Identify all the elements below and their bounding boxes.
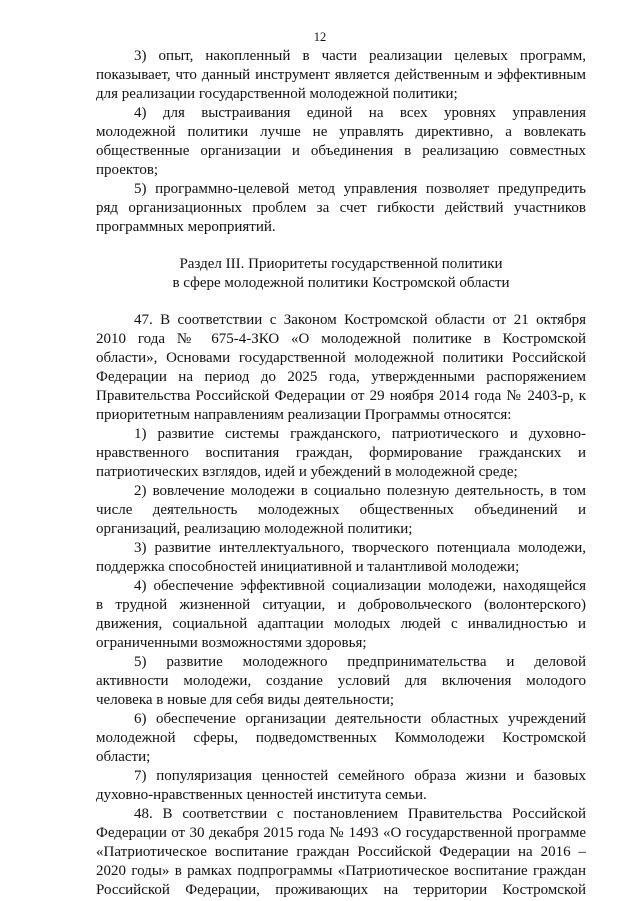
text-line: 3) опыт, накопленный в части реализации целевых программ, [134,48,586,64]
text-line: Правительства Российской Федерации от 29 ноября 2014 года № 2403-р, к [96,388,586,404]
text-line: молодежной политики лучше не управлять директивно, а вовлекать [96,124,586,140]
text-line: 2010 года № 675-4-ЗКО «О молодежной политике в Костромской [96,331,586,347]
text-line: 3) развитие интеллектуального, творческого потенциала молодежи, [134,540,586,556]
text-line: человека в новые для себя виды деятельности; [96,692,395,708]
document-body [96,47,586,900]
spacer [96,293,586,311]
text-line: числе деятельность молодежных общественных объединений и [96,502,586,518]
spacer [96,237,586,255]
text-line: для реализации государственной молодежной политики; [96,86,458,102]
text-line: области; [96,749,151,765]
text-line: 6) обеспечение организации деятельности областных учреждений [134,711,586,727]
text-line: в трудной жизненной ситуации, и добровольческого (волонтерского) [96,597,586,613]
text-line: духовно-нравственных ценностей института семьи. [96,787,427,803]
text-line: нравственного воспитания граждан, формирование гражданских и [96,445,586,461]
text-line: 2) вовлечение молодежи в социально полезную деятельность, в том [134,483,586,499]
paragraphs-after-section [96,311,586,900]
text-line: поддержка способностей инициативной и талантливой молодежи; [96,559,520,575]
text-line: 2020 годы» в рамках подпрограммы «Патриотическое воспитание граждан [96,863,586,879]
text-line: 7) популяризация ценностей семейного образа жизни и базовых [134,768,586,784]
text-line: ряд организационных проблем за счет гибкости действий участников [96,200,586,216]
section-heading [96,255,586,293]
text-line: Федерации от 30 декабря 2015 года № 1493 «О государственной программе [96,825,586,841]
text-line: приоритетным направлениям реализации Программы относятся: [96,407,512,423]
text-line: активности молодежи, создание условий для включения молодого [96,673,586,689]
text-line: движения, социальной адаптации молодых людей с инвалидностью и [96,616,586,632]
text-line: патриотических взглядов, идей и убеждений в молодежной среде; [96,464,518,480]
text-line: ограниченными возможностями здоровья; [96,635,367,651]
section-heading-line: в сфере молодежной политики Костромской области [172,275,510,291]
text-line: 47. В соответствии с Законом Костромской области от 21 октября [134,312,586,328]
text-line: Российской Федерации, проживающих на территории Костромской [96,882,586,898]
text-line: проектов; [96,162,159,178]
text-line: 5) программно-целевой метод управления позволяет предупредить [134,181,586,197]
text-line: 4) обеспечение эффективной социализации молодежи, находящейся [134,578,586,594]
paragraphs-before-section [96,47,586,237]
text-line: показывает, что данный инструмент является действенным и эффективным [96,67,586,83]
text-line: 1) развитие системы гражданского, патриотического и духовно- [134,426,586,442]
text-line: организаций, реализацию молодежной политики; [96,521,413,537]
text-line: 48. В соответствии с постановлением Правительства Российской [134,806,586,822]
text-line: 5) развитие молодежного предпринимательства и деловой [134,654,586,670]
text-line: молодежной сферы, подведомственных Коммолодежи Костромской [96,730,586,746]
text-line: 4) для выстраивания единой на всех уровнях управления [134,105,586,121]
text-line: Федерации на период до 2025 года, утвержденными распоряжением [96,369,586,385]
page-number: 12 [313,30,327,44]
text-line: программных мероприятий. [96,219,276,235]
text-line: общественные организации и объединения в реализацию совместных [96,143,586,159]
section-heading-line: Раздел III. Приоритеты государственной политики [179,256,503,272]
text-line: «Патриотическое воспитание граждан Российской Федерации на 2016 – [96,844,586,860]
text-line: области», Основами государственной молодежной политики Российской [96,350,586,366]
